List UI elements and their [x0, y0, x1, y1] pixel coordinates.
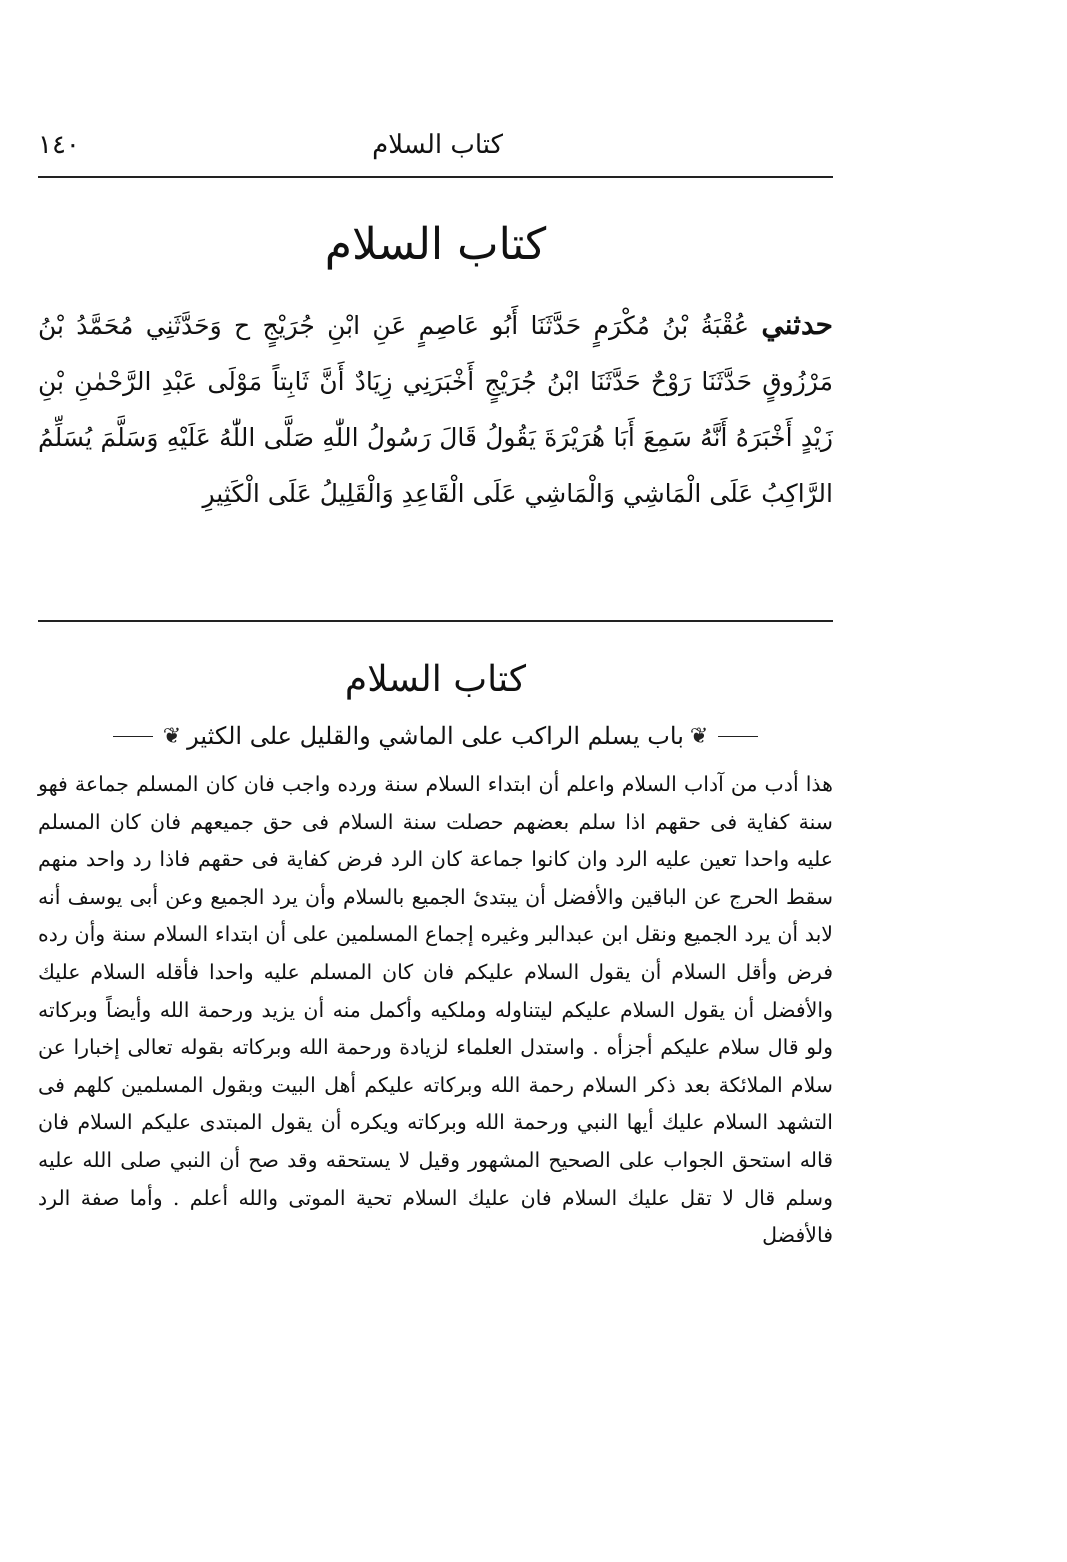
- running-title: كتاب السلام: [372, 130, 503, 160]
- hadith-text-block: [38, 297, 833, 522]
- hadith-opening-word: حدثني: [761, 308, 833, 341]
- commentary-section: [38, 650, 833, 1255]
- chapter-heading-text: باب يسلم الراكب على الماشي والقليل على الكثير: [187, 722, 684, 750]
- heading-dash-left: [113, 736, 153, 737]
- page-number: ١٤٠: [38, 130, 80, 160]
- hadith-section: [38, 215, 833, 522]
- chapter-heading: [38, 716, 833, 756]
- ornament-right-icon: ❦: [689, 723, 709, 749]
- section-divider: [38, 620, 833, 622]
- ornament-left-icon: ❦: [162, 723, 182, 749]
- page-header: [38, 118, 833, 178]
- commentary-text: هذا أدب من آداب السلام واعلم أن ابتداء السلام سنة ورده واجب فان كان المسلم جماعة فهو سنة كفاية فى حقهم اذا سلم بعضهم حصلت سنة السلام فى حق جميعهم فان كان المسلم عليه واحدا تعين عليه الرد وان كانوا جماعة كان الرد فرض كفاية فى حقهم فاذا رد واحد منهم سقط الحرج عن الباقين والأفضل أن يبتدئ الجميع بالسلام وأن يرد الجميع وعن أبى يوسف أنه لابد أن يرد الجميع ونقل ابن عبدالبر وغيره إجماع المسلمين على أن ابتداء السلام سنة وأن رده فرض وأقل السلام أن يقول السلام عليكم فان كان المسلم عليه واحدا فأقله السلام عليك والأفضل أن يقول السلام عليكم ليتناوله وملكيه وأكمل منه أن يزيد ورحمة الله وأيضاً وبركاته ولو قال سلام عليكم أجزأه . واستدل العلماء لزيادة ورحمة الله وبركاته بقوله تعالى إخبارا عن سلام الملائكة بعد ذكر السلام رحمة الله وبركاته عليكم أهل البيت وبقول المسلمين كلهم فى التشهد السلام عليك أيها النبي ورحمة الله وبركاته ويكره أن يقول المبتدى عليكم السلام فان قاله استحق الجواب على الصحيح المشهور وقيل لا يستحقه وقد صح أن النبي صلى الله عليه وسلم قال لا تقل عليك السلام فان عليك السلام تحية الموتى والله أعلم . وأما صفة الرد فالأفضل: [38, 772, 833, 1248]
- commentary-book-title: كتاب السلام: [344, 659, 527, 700]
- hadith-text: عُقْبَةُ بْنُ مُكْرَمٍ حَدَّثَنَا أَبُو عَاصِمٍ عَنِ ابْنِ جُرَيْجٍ ح وَحَدَّثَنِي مُحَمَّدُ بْنُ مَرْزُوقٍ حَدَّثَنَا رَوْحٌ حَدَّثَنَا ابْنُ جُرَيْجٍ أَخْبَرَنِي زِيَادٌ أَنَّ ثَابِتاً مَوْلَى عَبْدِ الرَّحْمٰنِ بْنِ زَيْدٍ أَخْبَرَهُ أَنَّهُ سَمِعَ أَبَا هُرَيْرَةَ يَقُولُ قَالَ رَسُولُ اللّٰهِ صَلَّى اللّٰهُ عَلَيْهِ وَسَلَّمَ يُسَلِّمُ الرَّاكِبُ عَلَى الْمَاشِي وَالْمَاشِي عَلَى الْقَاعِدِ وَالْقَلِيلُ عَلَى الْكَثِيرِ: [38, 311, 833, 508]
- heading-dash-right: [718, 736, 758, 737]
- header-divider: [38, 176, 833, 178]
- hadith-book-title: كتاب السلام: [324, 219, 547, 270]
